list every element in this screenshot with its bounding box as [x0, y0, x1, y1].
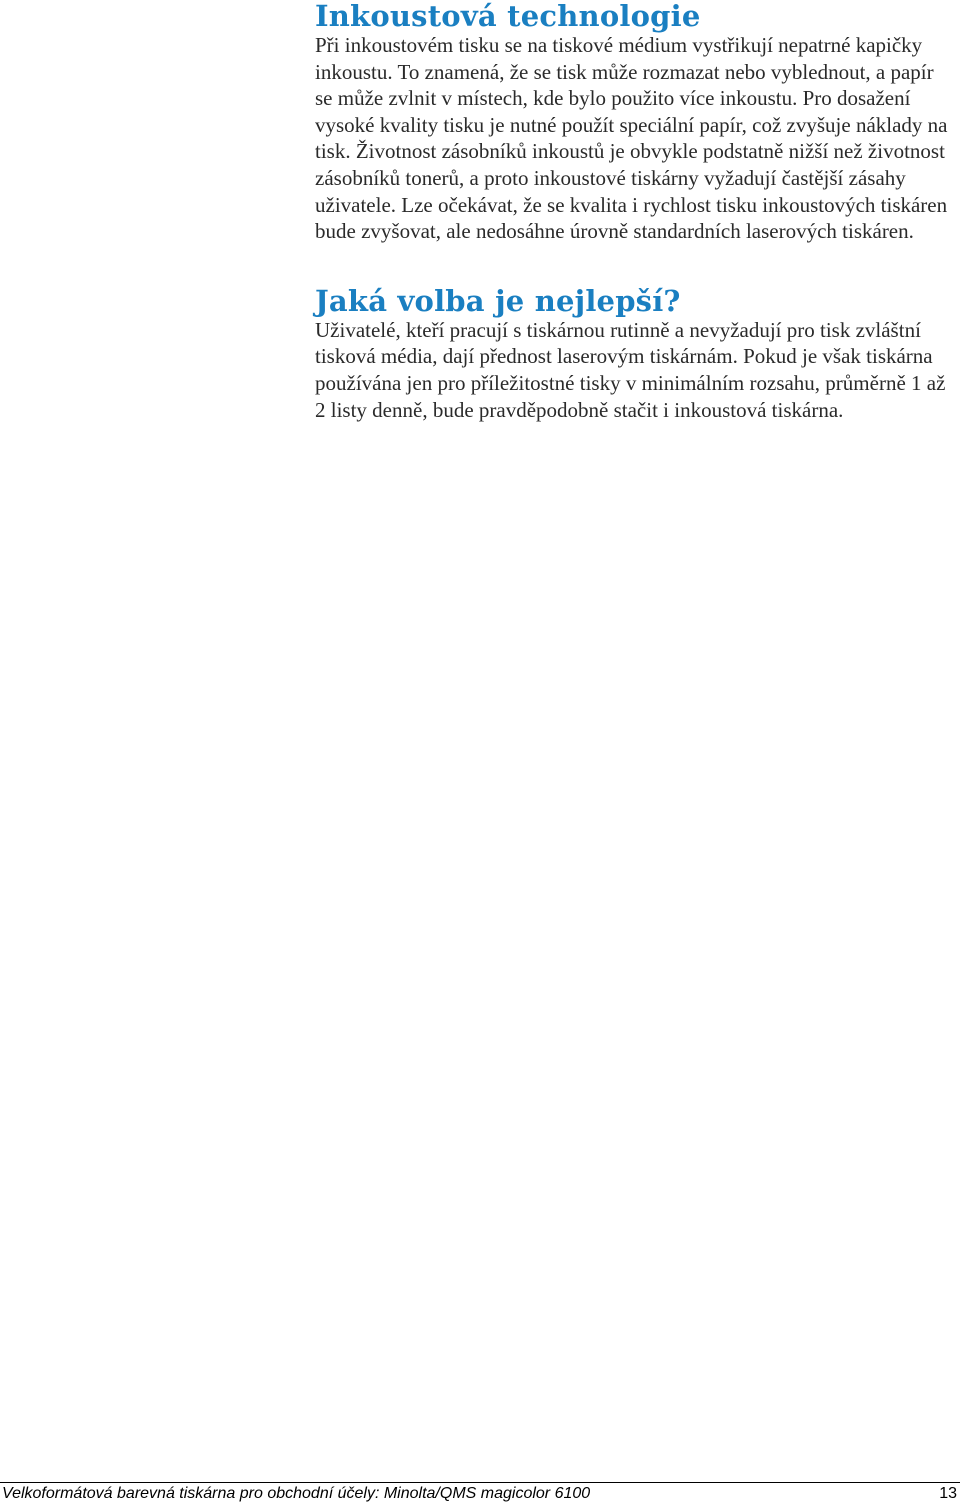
section-heading-best-choice: Jaká volba je nejlepší? — [315, 283, 681, 318]
main-content — [315, 0, 955, 423]
footer-document-title: Velkoformátová barevná tiskárna pro obchodní účely: Minolta/QMS magicolor 6100 — [2, 1485, 591, 1502]
section-paragraph-best-choice: Uživatelé, kteří pracují s tiskárnou rutinně a nevyžadují pro tisk zvláštní tisková média, dají přednost laserovým tiskárnám. Pokud je však tiskárna používána jen pro příležitostné tisky v minimálním rozsahu, průměrně 1 až 2 listy denně, bude pravděpodobně stačit i inkoustová tiskárna. — [315, 317, 946, 422]
page-footer — [0, 1482, 960, 1506]
section-heading-wrapper — [315, 285, 955, 317]
section-paragraph-inkjet: Při inkoustovém tisku se na tiskové médium vystřikují nepatrné kapičky inkoustu. To znamená, že se tisk může rozmazat nebo vyblednout, a papír se může zvlnit v místech, kde bylo použito více inkoustu. Pro dosažení vysoké kvality tisku je nutné použít speciální papír, což zvyšuje náklady na tisk. Životnost zásobníků inkoustů je obvykle podstatně nižší než životnost zásobníků tonerů, a proto inkoustové tiskárny vyžadují častější zásahy uživatele. Lze očekávat, že se kvalita i rychlost tisku inkoustových tiskáren bude zvyšovat, ale nedosáhne úrovně standardních laserových tiskáren. — [315, 33, 948, 244]
section-heading-inkjet: Inkoustová technologie — [315, 0, 701, 33]
footer-page-number: 13 — [939, 1485, 957, 1502]
